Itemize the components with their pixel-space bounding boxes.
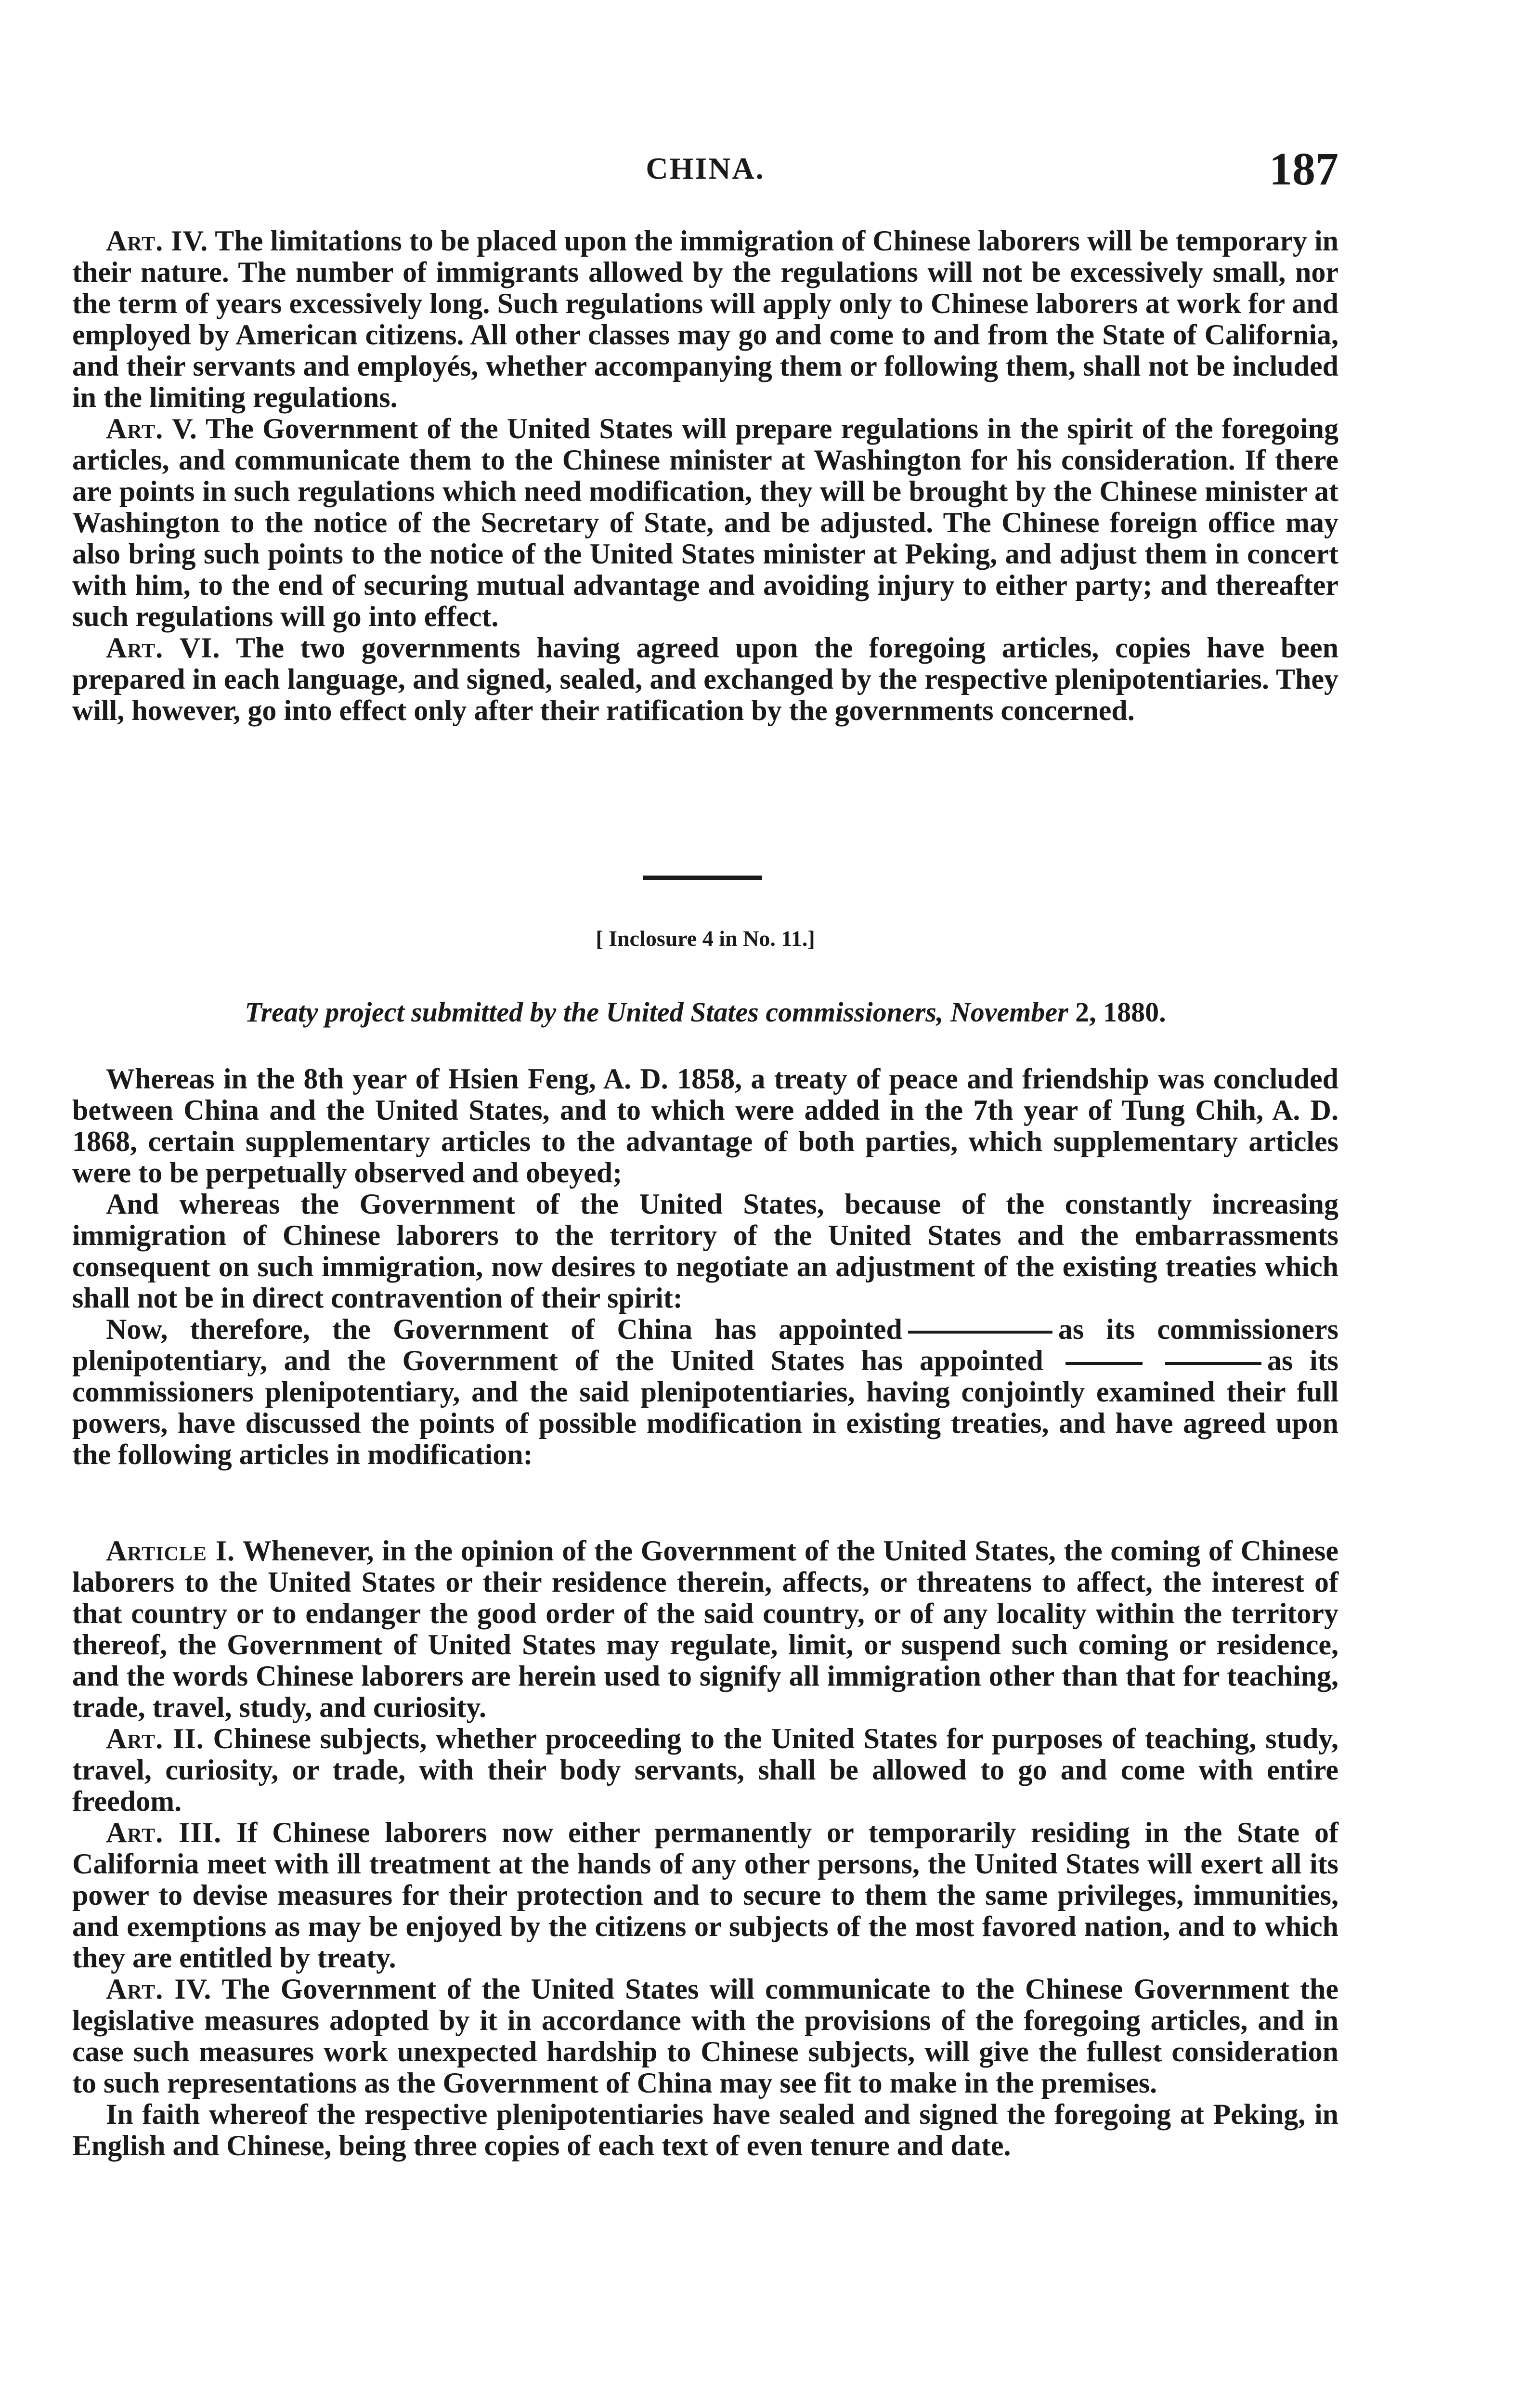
paragraph-whereas-2: And whereas the Government of the United States, because of the constantly increasing immigration of Chinese laborers to the territory of the United States and the embarrassments consequent on such immigration, now desires to negotiate an adjustment of the existing treaties which shall not be in direct contravention of their spirit: — [72, 1188, 1338, 1314]
running-title: CHINA. — [646, 151, 765, 185]
section-prior-articles — [72, 225, 1338, 726]
paragraph-art-6 — [72, 632, 1338, 726]
section-preamble — [72, 1063, 1338, 1470]
running-head — [72, 142, 1338, 195]
article-text: The limitations to be placed upon the immigration of Chinese laborers will be temporary in their nature. The number of immigrants allowed by the regulations will not be excessively small, nor the term of years excessively long. Such regulations will apply only to Chinese laborers at work for and employed by American citizens. All other classes may go and come to and from the State of California, and their servants and employés, whether accompanying them or following them, shall not be included in the limiting regulations. — [72, 225, 1338, 413]
paragraph-now-therefore — [72, 1314, 1338, 1470]
article-text: If Chinese laborers now either permanently or temporarily residing in the State of California meet with ill treatment at the hands of any other persons, the United States will exert all its power to devise measures for their protection and to secure to them the same privileges, immunities, and exemptions as may be enjoyed by the citizens or subjects of the most favored nation, and to which they are entitled by treaty. — [72, 1817, 1338, 1974]
subtitle-main: Treaty project submitted by the United States commissioners, November — [245, 996, 1068, 1028]
paragraph-article-2 — [72, 1723, 1338, 1817]
article-label: Art. IV. — [106, 1973, 212, 2005]
blank-line — [1065, 1362, 1143, 1365]
article-label: Article I. — [106, 1535, 235, 1567]
paragraph-art-4 — [72, 225, 1338, 413]
section-divider — [643, 876, 762, 880]
paragraph-whereas-1: Whereas in the 8th year of Hsien Feng, A. D. 1858, a treaty of peace and friendship was concluded between China and the United States, and to which were added in the 7th year of Tung Chih, A. D. 1868, certain supplementary articles to the advantage of both parties, which supplementary articles were to be perpetually observed and obeyed; — [72, 1063, 1338, 1189]
article-label: Art. III. — [106, 1817, 222, 1848]
article-label: Art. VI. — [106, 632, 221, 664]
article-text: Whenever, in the opinion of the Government of the United States, the coming of Chinese laborers to the United States or their residence therein, affects, or threatens to affect, the interest of that country or to endanger the good order of the said country, or of any locality within the territory thereof, the Government of United States may regulate, limit, or suspend such coming or residence, and the words Chinese laborers are herein used to signify all immigration other than that for teaching, trade, travel, study, and curiosity. — [72, 1535, 1338, 1723]
paragraph-article-1 — [72, 1535, 1338, 1723]
now-text-1: Now, therefore, the Government of China has appointed — [106, 1313, 902, 1345]
article-label: Art. V. — [106, 413, 197, 445]
paragraph-article-4 — [72, 1974, 1338, 2099]
article-text: The Government of the United States will prepare regulations in the spirit of the foregoing articles, and communicate them to the Chinese minister at Washington for his consideration. If there are points in such regulations which need modification, they will be brought by the Chinese minister at Washington to the notice of the Secretary of State, and be adjusted. The Chinese foreign office may also bring such points to the notice of the United States minister at Peking, and adjust them in concert with him, to the end of securing mutual advantage and avoiding injury to either party; and thereafter such regulations will go into effect. — [72, 413, 1338, 632]
document-subtitle — [72, 996, 1338, 1028]
blank-line — [908, 1331, 1052, 1334]
enclosure-label: [ Inclosure 4 in No. 11.] — [596, 926, 815, 951]
blank-line — [1165, 1362, 1261, 1365]
paragraph-art-5 — [72, 413, 1338, 632]
article-text: The two governments having agreed upon the foregoing articles, copies have been prepared in each language, and signed, sealed, and exchanged by the respective plenipotentiaries. They will, however, go into effect only after their ratification by the governments concerned. — [72, 632, 1338, 726]
page-number: 187 — [1269, 143, 1338, 195]
article-text: Chinese subjects, whether proceeding to the United States for purposes of teaching, study, travel, curiosity, or trade, with their body servants, shall be allowed to go and come with entire freedom. — [72, 1723, 1338, 1817]
article-label: Art. IV. — [106, 225, 208, 257]
section-articles — [72, 1535, 1338, 2161]
article-text: The Government of the United States will communicate to the Chinese Government the legislative measures adopted by it in accordance with the provisions of the foregoing articles, and in case such measures work unexpected hardship to Chinese subjects, will give the fullest consideration to such representations as the Government of China may see fit to make in the premises. — [72, 1973, 1338, 2099]
article-label: Art. II. — [106, 1723, 204, 1754]
now-text-2: as its commissioners plenipotentiary, and the Government of the United States has appointed — [72, 1313, 1338, 1376]
now-text-3: as its commissioners plenipotentiary, and the said plenipotentiaries, having conjointly examined their full powers, have discussed the points of possible modification in existing treaties, and have agreed upon the following articles in modification: — [72, 1345, 1339, 1470]
subtitle-date: 2, 1880. — [1075, 996, 1166, 1028]
paragraph-closing: In faith whereof the respective plenipotentiaries have sealed and signed the foregoing at Peking, in English and Chinese, being three copies of each text of even tenure and date. — [72, 2098, 1338, 2161]
paragraph-article-3 — [72, 1817, 1338, 1974]
